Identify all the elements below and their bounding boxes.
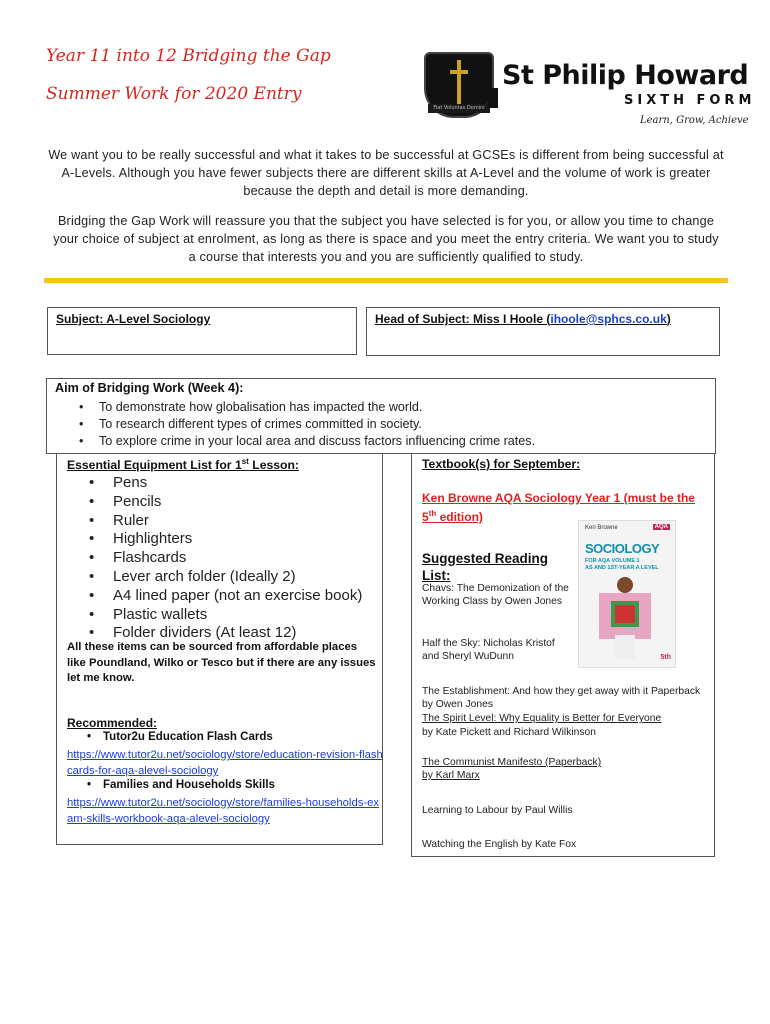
reading-item: Half the Sky: Nicholas Kristof and Sheryl WuDunn (422, 638, 555, 663)
reading-item: The Spirit Level: Why Equality is Better for Everyone (422, 713, 662, 724)
equipment-item: • Flashcards (87, 549, 362, 568)
divider-rule (44, 278, 728, 283)
reading-item: The Communist Manifesto (Paperback) (422, 757, 602, 768)
cross-icon (450, 60, 468, 104)
aim-item: • To research different types of crimes committed in society. (77, 416, 535, 433)
book-cover-subtitle-2: AS AND 1ST-YEAR A LEVEL (585, 565, 659, 571)
aim-item: • To explore crime in your local area and discuss factors influencing crime rates. (77, 433, 535, 450)
recommended-item-workbook: • Families and Households Skills (87, 779, 275, 791)
workbook-link[interactable]: https://www.tutor2u.net/sociology/store/families-households-exam-skills-workbook-aqa-alevel-sociology (67, 797, 380, 825)
page-title-line1: Year 11 into 12 Bridging the Gap (46, 46, 331, 66)
page-title-line2: Summer Work for 2020 Entry (46, 84, 302, 104)
subject-label: Subject: A-Level Sociology (56, 312, 211, 326)
head-label-text: Head of Subject: Miss I Hoole ( (375, 312, 551, 326)
equipment-title-sup: st (241, 457, 249, 466)
required-textbook-sup: th (428, 509, 437, 518)
reading-item: Chavs: The Demonization of the Working Class by Owen Jones (422, 583, 569, 608)
equipment-title-end: Lesson: (248, 458, 299, 473)
equipment-item: • Plastic wallets (87, 606, 362, 625)
crest-motto: Fiat Voluntas Domini (428, 104, 490, 113)
head-of-subject-label (375, 312, 671, 326)
equipment-item: • Folder dividers (At least 12) (87, 624, 362, 643)
equipment-title (67, 457, 299, 472)
equipment-item: • Highlighters (87, 530, 362, 549)
textbook-title: Textbook(s) for September: (422, 457, 581, 471)
crest-icon (424, 52, 494, 118)
equipment-item: • Pencils (87, 493, 362, 512)
reading-item: Learning to Labour by Paul Willis (422, 805, 573, 816)
book-cover-author: Ken Browne (585, 525, 618, 531)
equipment-item: • Pens (87, 474, 362, 493)
aim-item: • To demonstrate how globalisation has impacted the world. (77, 399, 535, 416)
recommended-heading: Recommended: (67, 716, 158, 730)
aim-list (77, 399, 535, 450)
book-cover-image (578, 520, 676, 668)
school-subtitle: SIXTH FORM (624, 93, 756, 108)
intro-paragraph-2: Bridging the Gap Work will reassure you that the subject you have selected is for you, or allow you time to change your choice of subject at enrolment, as long as there is space and you meet the entry criteria. We want you to study a course that interests you and you are sufficiently qualified to study. (53, 214, 719, 264)
head-label-close: ) (666, 312, 671, 326)
school-logo (424, 52, 754, 132)
book-cover-edition: 5th (660, 654, 671, 661)
reading-item: Watching the English by Kate Fox (422, 839, 577, 850)
flashcards-link[interactable]: https://www.tutor2u.net/sociology/store/education-revision-flashcards-for-aqa-alevel-sociology (67, 749, 383, 777)
reading-item: by Karl Marx (422, 770, 480, 781)
equipment-item: • Ruler (87, 512, 362, 531)
required-textbook-end: edition) (436, 510, 483, 524)
recommended-item-flashcards: • Tutor2u Education Flash Cards (87, 731, 273, 743)
book-cover-subtitle: FOR AQA VOLUME 1 (585, 558, 640, 564)
aim-box (46, 378, 716, 454)
equipment-note: All these items can be sourced from affordable places like Poundland, Wilko or Tesco but if there are any issues let me know. (67, 641, 376, 684)
school-motto: Learn, Grow, Achieve (640, 115, 749, 126)
school-name: St Philip Howard (502, 60, 749, 91)
book-cover-title: SOCIOLOGY (585, 541, 660, 556)
email-link[interactable]: ihoole@sphcs.co.uk (550, 312, 667, 326)
aim-title: Aim of Bridging Work (Week 4): (55, 381, 244, 395)
equipment-title-text: Essential Equipment List for 1 (67, 458, 242, 473)
textbook-box (411, 453, 715, 857)
equipment-list (87, 474, 362, 643)
subject-box (47, 307, 357, 355)
equipment-box (56, 453, 383, 845)
equipment-item: • A4 lined paper (not an exercise book) (87, 587, 362, 606)
intro-paragraph-1: We want you to be really successful and what it takes to be successful at GCSEs is different from being successful at A-Levels. Although you have fewer subjects there are different skills at A-Level and the volume of work is greater because the depth and detail is more demanding. (48, 148, 724, 198)
book-cover-illustration (593, 573, 657, 659)
book-cover-badge: AQA (654, 524, 668, 530)
head-of-subject-box (366, 307, 720, 356)
reading-item: The Establishment: And how they get away with it Paperback by Owen Jones (422, 686, 701, 711)
reading-item: by Kate Pickett and Richard Wilkinson (422, 727, 596, 738)
logo-bar (488, 88, 498, 108)
suggested-reading-heading: Suggested Reading List: (422, 551, 549, 583)
equipment-item: • Lever arch folder (Ideally 2) (87, 568, 362, 587)
required-textbook-text: Ken Browne AQA Sociology Year 1 (must be the 5 (422, 491, 695, 524)
